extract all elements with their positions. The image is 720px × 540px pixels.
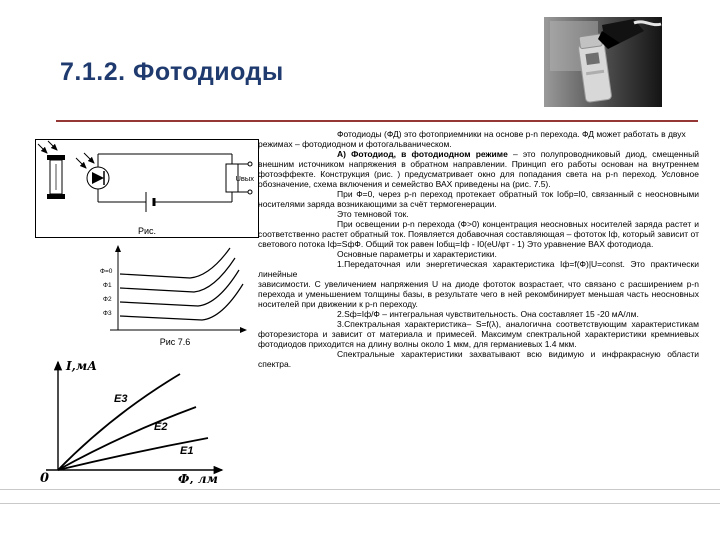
paragraph: А) Фотодиод, в фотодиодном режиме – это полупроводниковый диод, смещенный внешним источником напряжения в обратном направлении. Принцип его работы основан на внутреннем фотоэффекте. Конструкция (рис. ) предусматривает окно для попадания света на p-n переход. Условное обозначение, схема включения и семейство ВАХ приведены на (рис. 7.5). xyxy=(258,149,699,190)
paragraph: зависимости. С увеличением напряжения U на диоде фототок возрастает, что связано с расширением p-n перехода и уменьшением толщины базы, в результате чего в ней рекомбинирует меньшая часть неосновных носителей при движении к p-n переходу. xyxy=(258,279,699,310)
paragraph: 2.Sф=Iф/Ф – интегральная чувствительность. Она составляет 15 -20 мА/лм. xyxy=(337,309,639,320)
body-text xyxy=(258,129,699,369)
photodiode-photo xyxy=(544,17,662,107)
paragraph: 3.Спектральная характеристика– S=f(λ), аналогична соответствующим характеристикам фоторезистора и зависит от материала и примесей. Максимум спектральной характеристики кремниевых фотодиодов приходится на длину волны около 1 мкм, для германиевых 1.4 мкм. xyxy=(258,319,699,350)
photodiode-symbol xyxy=(76,153,109,189)
sensor-window xyxy=(585,52,599,65)
transfer-axes xyxy=(46,362,222,470)
curve-label: E1 xyxy=(180,445,194,457)
paragraph: При освещении p-n перехода (Ф>0) концентрация неосновных носителей заряда растет и соответственно растет обратный ток. Появляется добавочная составляющая – фототок Iф, который зависит от светового потока Iф=SфФ. Общий ток равен Iобщ=Iф - I0(eU/φт - 1) Это уравнение ВАХ фотодиода. xyxy=(258,219,699,250)
curve-label: Ф2 xyxy=(103,296,112,303)
figure-transfer-characteristic xyxy=(28,352,240,484)
transfer-graph xyxy=(28,352,240,484)
paragraph: Основные параметры и характеристики. xyxy=(337,249,497,260)
title-divider xyxy=(56,120,698,122)
figure-vax-caption: Рис 7.6 xyxy=(159,337,191,347)
circuit-diagram xyxy=(36,140,256,220)
transfer-curve-labels xyxy=(114,393,193,457)
slide-title: 7.1.2. Фотодиоды xyxy=(60,58,284,86)
footer-divider-bottom xyxy=(0,503,720,504)
curve-label: Ф1 xyxy=(103,282,112,289)
paragraph: режимах – фотодиодном и фотогальваническом. xyxy=(258,139,452,150)
curve-label: Ф3 xyxy=(103,310,112,317)
light-arrow xyxy=(38,144,47,153)
x-axis-label: Ф, лм xyxy=(178,472,218,484)
curve-label: Ф=0 xyxy=(100,268,113,275)
battery-symbol xyxy=(146,192,170,212)
circuit-loop xyxy=(98,154,232,202)
light-arrow xyxy=(84,153,94,163)
paragraph: Спектральные характеристики захватывают всю видимую и инфракрасную области спектра. xyxy=(258,349,699,370)
vax-curve-family xyxy=(120,248,243,320)
paragraph: Фотодиоды (ФД) это фотоприемники на основе p-n перехода. ФД может работать в двух xyxy=(337,129,686,139)
vax-curve-labels xyxy=(100,268,113,317)
output-voltage-label: Uвых xyxy=(235,174,254,183)
photodiode-photo-image xyxy=(544,17,662,107)
paragraph: Это темновой ток. xyxy=(337,209,409,220)
origin-label: 0 xyxy=(40,471,50,484)
vax-graph xyxy=(98,240,252,336)
figure-circuit xyxy=(35,139,259,238)
curve-label: E3 xyxy=(114,393,128,405)
paragraph: 1.Передаточная или энергетическая характеристика Iф=f(Ф)|U=const. Это практически линейные xyxy=(258,259,699,280)
figure-vax-curves xyxy=(98,240,252,348)
paragraph: При Ф=0, через p-n переход протекает обратный ток Iобр=I0, связанный с неосновными носителями заряда возникающими за счёт термогенерации. xyxy=(258,189,699,210)
curve-label: E2 xyxy=(154,421,168,433)
figure-circuit-caption: Рис. xyxy=(137,226,157,236)
light-arrow xyxy=(76,158,86,168)
pn-structure xyxy=(38,141,65,199)
light-arrow xyxy=(48,141,57,150)
y-axis-label: I,мА xyxy=(66,359,97,373)
footer-divider-top xyxy=(0,489,720,490)
